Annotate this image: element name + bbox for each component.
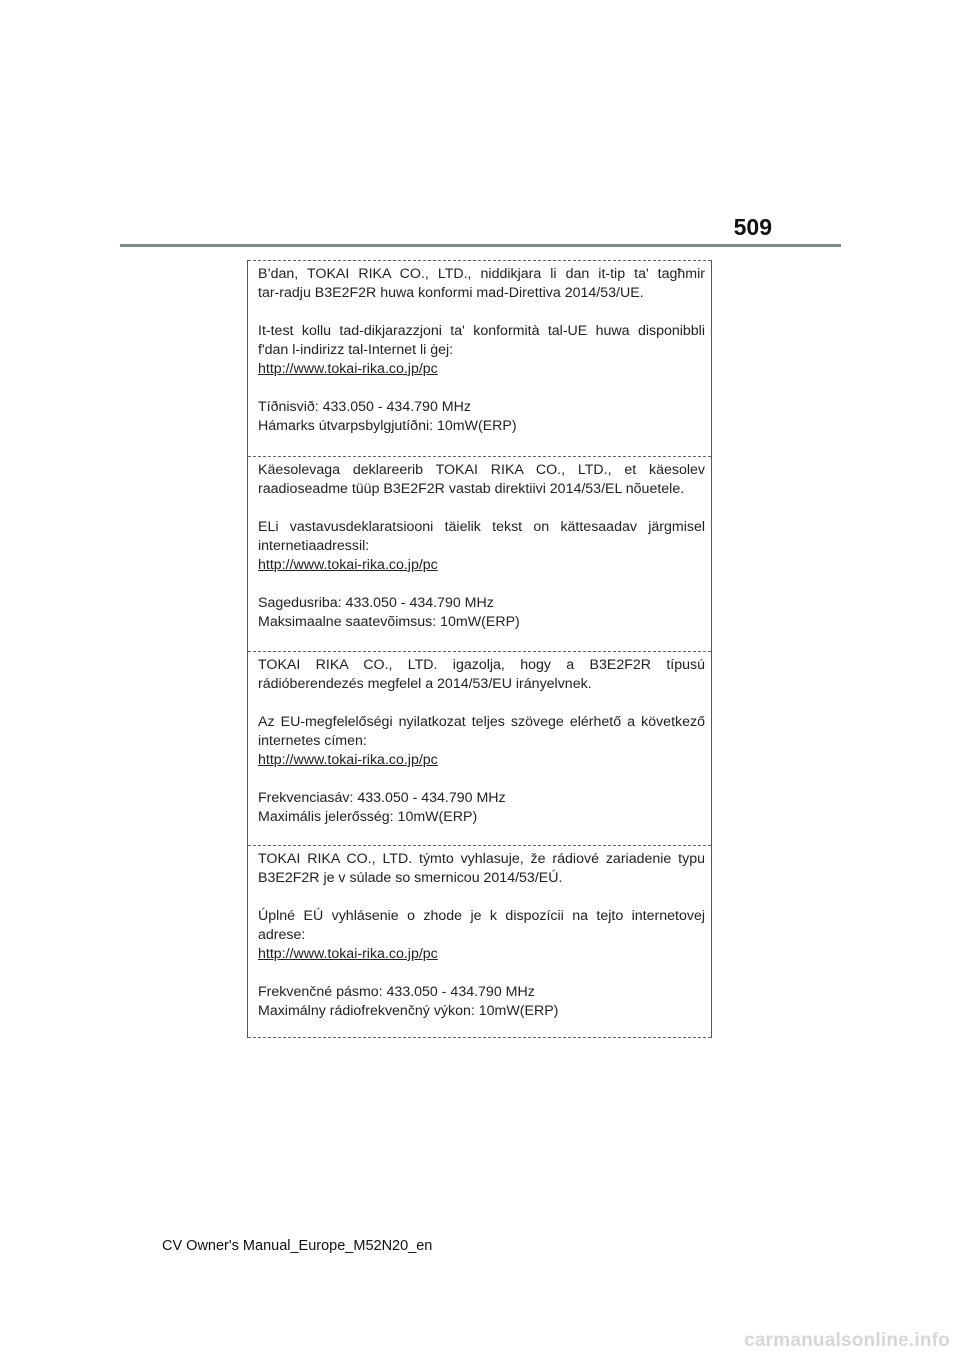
max-power: Maksimaalne saatevõimsus: 10mW(ERP) (258, 614, 520, 630)
declaration-block-slovak (248, 845, 711, 1038)
availability-line: Úplné EÚ vyhlásenie o zhode je k dispozícii na tejto internetovej (258, 908, 705, 924)
declarations-box (247, 260, 712, 1038)
declaration-line: TOKAI RIKA CO., LTD. týmto vyhlasuje, že rádiové zariadenie typu (258, 851, 705, 867)
availability-line: Az EU-megfelelőségi nyilatkozat teljes szövege elérhető a következő (258, 714, 705, 730)
declaration-line: rádióberendezés megfelel a 2014/53/EU irányelvnek. (258, 676, 592, 692)
declaration-block-hungarian (248, 651, 711, 845)
frequency-band: Tíðnisvið: 433.050 - 434.790 MHz (258, 399, 471, 415)
declaration-url-link[interactable]: http://www.tokai-rika.co.jp/pc (258, 557, 438, 573)
frequency-band: Frekvenciasáv: 433.050 - 434.790 MHz (258, 790, 506, 806)
site-watermark: carmanualsonline.info (744, 1330, 950, 1351)
declaration-line: B3E2F2R je v súlade so smernicou 2014/53/EÚ. (258, 870, 563, 886)
availability-line: ELi vastavusdeklaratsiooni täielik tekst on kättesaadav järgmisel (258, 519, 705, 535)
declaration-line: Käesolevaga deklareerib TOKAI RIKA CO., LTD., et käesolev (258, 462, 705, 478)
declaration-url-link[interactable]: http://www.tokai-rika.co.jp/pc (258, 361, 438, 377)
availability-line: It-test kollu tad-dikjarazzjoni ta' konformità tal-UE huwa disponibbli (258, 323, 705, 339)
declaration-line: B’dan, TOKAI RIKA CO., LTD., niddikjara li dan it-tip ta' tagħmir (258, 266, 705, 282)
declaration-url-link[interactable]: http://www.tokai-rika.co.jp/pc (258, 946, 438, 962)
max-power: Hámarks útvarpsbylgjutíðni: 10mW(ERP) (258, 418, 517, 434)
max-power: Maximálny rádiofrekvenčný výkon: 10mW(ERP) (258, 1003, 559, 1019)
declaration-url-link[interactable]: http://www.tokai-rika.co.jp/pc (258, 752, 438, 768)
frequency-band: Frekvenčné pásmo: 433.050 - 434.790 MHz (258, 984, 535, 1000)
manual-footer: CV Owner's Manual_Europe_M52N20_en (162, 1238, 433, 1254)
availability-line: adrese: (258, 927, 306, 943)
page-number: 509 (733, 214, 772, 240)
declaration-block-maltese-icelandic (248, 260, 711, 456)
declaration-line: raadioseadme tüüp B3E2F2R vastab direktiivi 2014/53/EL nõuetele. (258, 481, 685, 497)
availability-line: internetes címen: (258, 733, 367, 749)
max-power: Maximális jelerősség: 10mW(ERP) (258, 809, 478, 825)
availability-line: f'dan l-indirizz tal-Internet li ġej: (258, 342, 454, 358)
declaration-line: tar-radju B3E2F2R huwa konformi mad-Direttiva 2014/53/UE. (258, 285, 644, 301)
declaration-block-estonian (248, 456, 711, 651)
frequency-band: Sagedusriba: 433.050 - 434.790 MHz (258, 595, 494, 611)
availability-line: internetiaadressil: (258, 538, 370, 554)
header-rule (120, 244, 841, 247)
declaration-line: TOKAI RIKA CO., LTD. igazolja, hogy a B3E2F2R típusú (258, 657, 705, 673)
